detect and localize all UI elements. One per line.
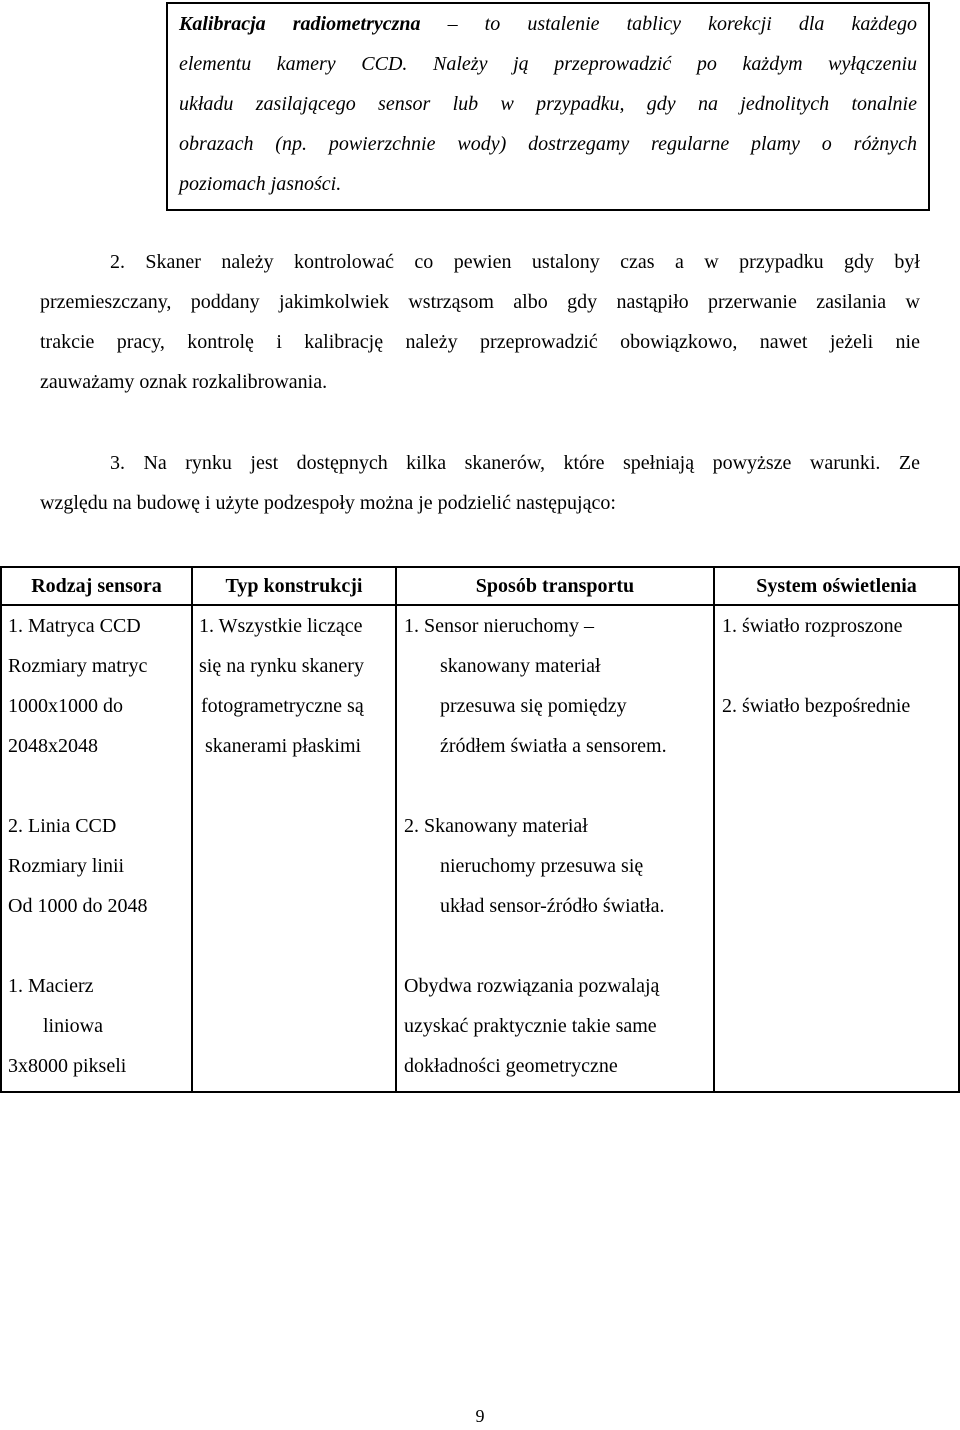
transport-cell-line: uzyskać praktycznie takie same <box>404 1015 657 1037</box>
definition-line-3: układu zasilającego sensor lub w przypadku, gdy na jednolitych tonalnie <box>179 93 917 115</box>
transport-cell-line: układ sensor-źródło światła. <box>440 895 665 917</box>
sensor-cell-line: 2048x2048 <box>8 735 98 757</box>
sensor-cell-line: 2. Linia CCD <box>8 815 117 837</box>
table-border-col-1 <box>191 566 193 1093</box>
sensor-cell-line: liniowa <box>43 1015 103 1037</box>
header-system-oswietlenia: System oświetlenia <box>756 575 917 597</box>
page-number: 9 <box>475 1406 485 1426</box>
construction-cell-line: 1. Wszystkie liczące <box>199 615 363 637</box>
definition-box <box>166 2 930 211</box>
table-border-left <box>0 566 2 1093</box>
sensor-cell-line: 1. Matryca CCD <box>8 615 141 637</box>
paragraph-2-line-1: 2. Skaner należy kontrolować co pewien ustalony czas a w przypadku gdy był <box>110 251 920 273</box>
definition-line-2: elementu kamery CCD. Należy ją przeprowadzić po każdym wyłączeniu <box>179 53 917 75</box>
transport-cell-line: źródłem światła a sensorem. <box>440 735 667 757</box>
header-typ-konstrukcji: Typ konstrukcji <box>225 575 363 597</box>
lighting-cell-line: 1. światło rozproszone <box>722 615 903 637</box>
transport-cell-line: dokładności geometryczne <box>404 1055 618 1077</box>
sensor-cell-line: Rozmiary matryc <box>8 655 148 677</box>
sensor-cell-line: 1. Macierz <box>8 975 94 997</box>
sensor-cell-line: 3x8000 pikseli <box>8 1055 127 1077</box>
sensor-cell-line: Od 1000 do 2048 <box>8 895 148 917</box>
paragraph-2-line-3: trakcie pracy, kontrolę i kalibrację należy przeprowadzić obowiązkowo, nawet jeżeli nie <box>40 331 920 353</box>
construction-cell-line: skanerami płaskimi <box>205 735 362 757</box>
definition-line-4: obrazach (np. powierzchnie wody) dostrzegamy regularne plamy o różnych <box>179 133 917 155</box>
sensor-cell-line: Rozmiary linii <box>8 855 125 877</box>
header-rodzaj-sensora: Rodzaj sensora <box>31 575 162 597</box>
table-border-bottom <box>0 1091 960 1093</box>
transport-cell-line: 2. Skanowany materiał <box>404 815 588 837</box>
sensor-cell-line: 1000x1000 do <box>8 695 123 717</box>
paragraph-2-line-4: zauważamy oznak rozkalibrowania. <box>40 371 328 393</box>
paragraph-2-line-2: przemieszczany, poddany jakimkolwiek wstrząsom albo gdy nastąpiło przerwanie zasilania w <box>40 291 920 313</box>
definition-line-1-rest: – to ustalenie tablicy korekcji dla każdego <box>447 13 917 35</box>
transport-cell-line: nieruchomy przesuwa się <box>440 855 644 877</box>
construction-cell-line: fotogrametryczne są <box>201 695 364 717</box>
definition-term: Kalibracja radiometryczna <box>179 13 421 35</box>
header-sposob-transportu: Sposób transportu <box>475 575 635 597</box>
definition-line-5: poziomach jasności. <box>179 173 342 195</box>
table-border-col-3 <box>713 566 715 1093</box>
construction-cell-line: się na rynku skanery <box>199 655 364 677</box>
transport-cell-line: przesuwa się pomiędzy <box>440 695 627 717</box>
paragraph-3-line-2: względu na budowę i użyte podzespoły można je podzielić następująco: <box>40 492 616 514</box>
lighting-cell-line: 2. światło bezpośrednie <box>722 695 911 717</box>
transport-cell-line: skanowany materiał <box>440 655 601 677</box>
transport-cell-line: Obydwa rozwiązania pozwalają <box>404 975 660 997</box>
transport-cell-line: 1. Sensor nieruchomy – <box>404 615 594 637</box>
paragraph-3-line-1: 3. Na rynku jest dostępnych kilka skanerów, które spełniają powyższe warunki. Ze <box>110 452 920 474</box>
definition-line-1 <box>179 4 917 44</box>
table-border-col-2 <box>395 566 397 1093</box>
